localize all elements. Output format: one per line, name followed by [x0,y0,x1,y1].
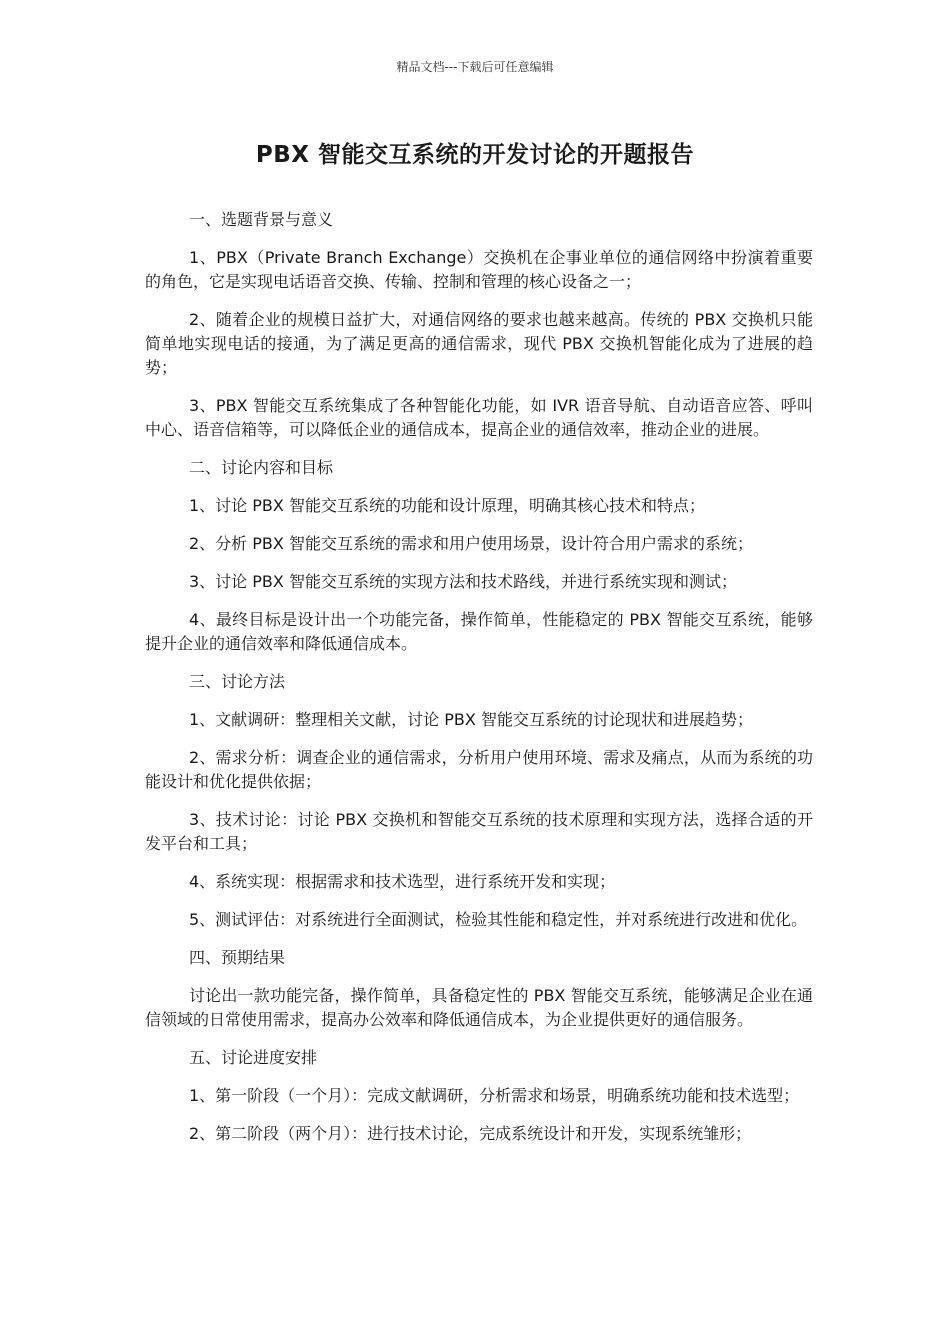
body-paragraph: 1、文献调研：整理相关文献，讨论 PBX 智能交互系统的讨论现状和进展趋势； [189,710,753,729]
section-heading: 一、选题背景与意义 [189,210,334,229]
section-heading: 二、讨论内容和目标 [189,458,334,477]
body-paragraph: 1、第一阶段（一个月）：完成文献调研，分析需求和场景，明确系统功能和技术选型； [189,1086,800,1105]
document-body [145,208,813,1160]
document-title: PBX 智能交互系统的开发讨论的开题报告 [255,142,695,168]
body-paragraph: 2、第二阶段（两个月）：进行技术讨论，完成系统设计和开发，实现系统雏形； [189,1124,752,1143]
section-heading: 三、讨论方法 [189,672,286,691]
section-heading: 四、预期结果 [189,948,286,967]
body-paragraph: 1、讨论 PBX 智能交互系统的功能和设计原理，明确其核心技术和特点； [189,496,705,515]
body-paragraph: 4、系统实现：根据需求和技术选型，进行系统开发和实现； [189,872,616,891]
body-paragraph: 3、讨论 PBX 智能交互系统的实现方法和技术路线，并进行系统实现和测试； [189,572,737,591]
body-paragraph: 3、PBX 智能交互系统集成了各种智能化功能，如 IVR 语音导航、自动语音应答、呼叫中心、语音信箱等，可以降低企业的通信成本，提高企业的通信效率，推动企业的进展。 [145,396,813,439]
page-header: 精品文档---下载后可任意编辑 [396,60,554,74]
body-paragraph: 1、PBX（Private Branch Exchange）交换机在企事业单位的通信网络中扮演着重要的角色，它是实现电话语音交换、传输、控制和管理的核心设备之一； [145,248,813,291]
body-paragraph: 5、测试评估：对系统进行全面测试，检验其性能和稳定性，并对系统进行改进和优化。 [189,910,808,929]
body-paragraph: 2、分析 PBX 智能交互系统的需求和用户使用场景，设计符合用户需求的系统； [189,534,753,553]
body-paragraph: 2、随着企业的规模日益扩大，对通信网络的要求也越来越高。传统的 PBX 交换机只能简单地实现电话的接通，为了满足更高的通信需求，现代 PBX 交换机智能化成为了进展的趋势； [145,310,813,377]
body-paragraph: 2、需求分析：调查企业的通信需求，分析用户使用环境、需求及痛点，从而为系统的功能设计和优化提供依据； [145,748,813,791]
body-paragraph: 讨论出一款功能完备，操作简单，具备稳定性的 PBX 智能交互系统，能够满足企业在通信领域的日常使用需求，提高办公效率和降低通信成本，为企业提供更好的通信服务。 [145,986,813,1029]
body-paragraph: 3、技术讨论：讨论 PBX 交换机和智能交互系统的技术原理和实现方法，选择合适的开发平台和工具； [145,810,813,853]
body-paragraph: 4、最终目标是设计出一个功能完备，操作简单，性能稳定的 PBX 智能交互系统，能够提升企业的通信效率和降低通信成本。 [145,610,813,653]
section-heading: 五、讨论进度安排 [189,1048,318,1067]
